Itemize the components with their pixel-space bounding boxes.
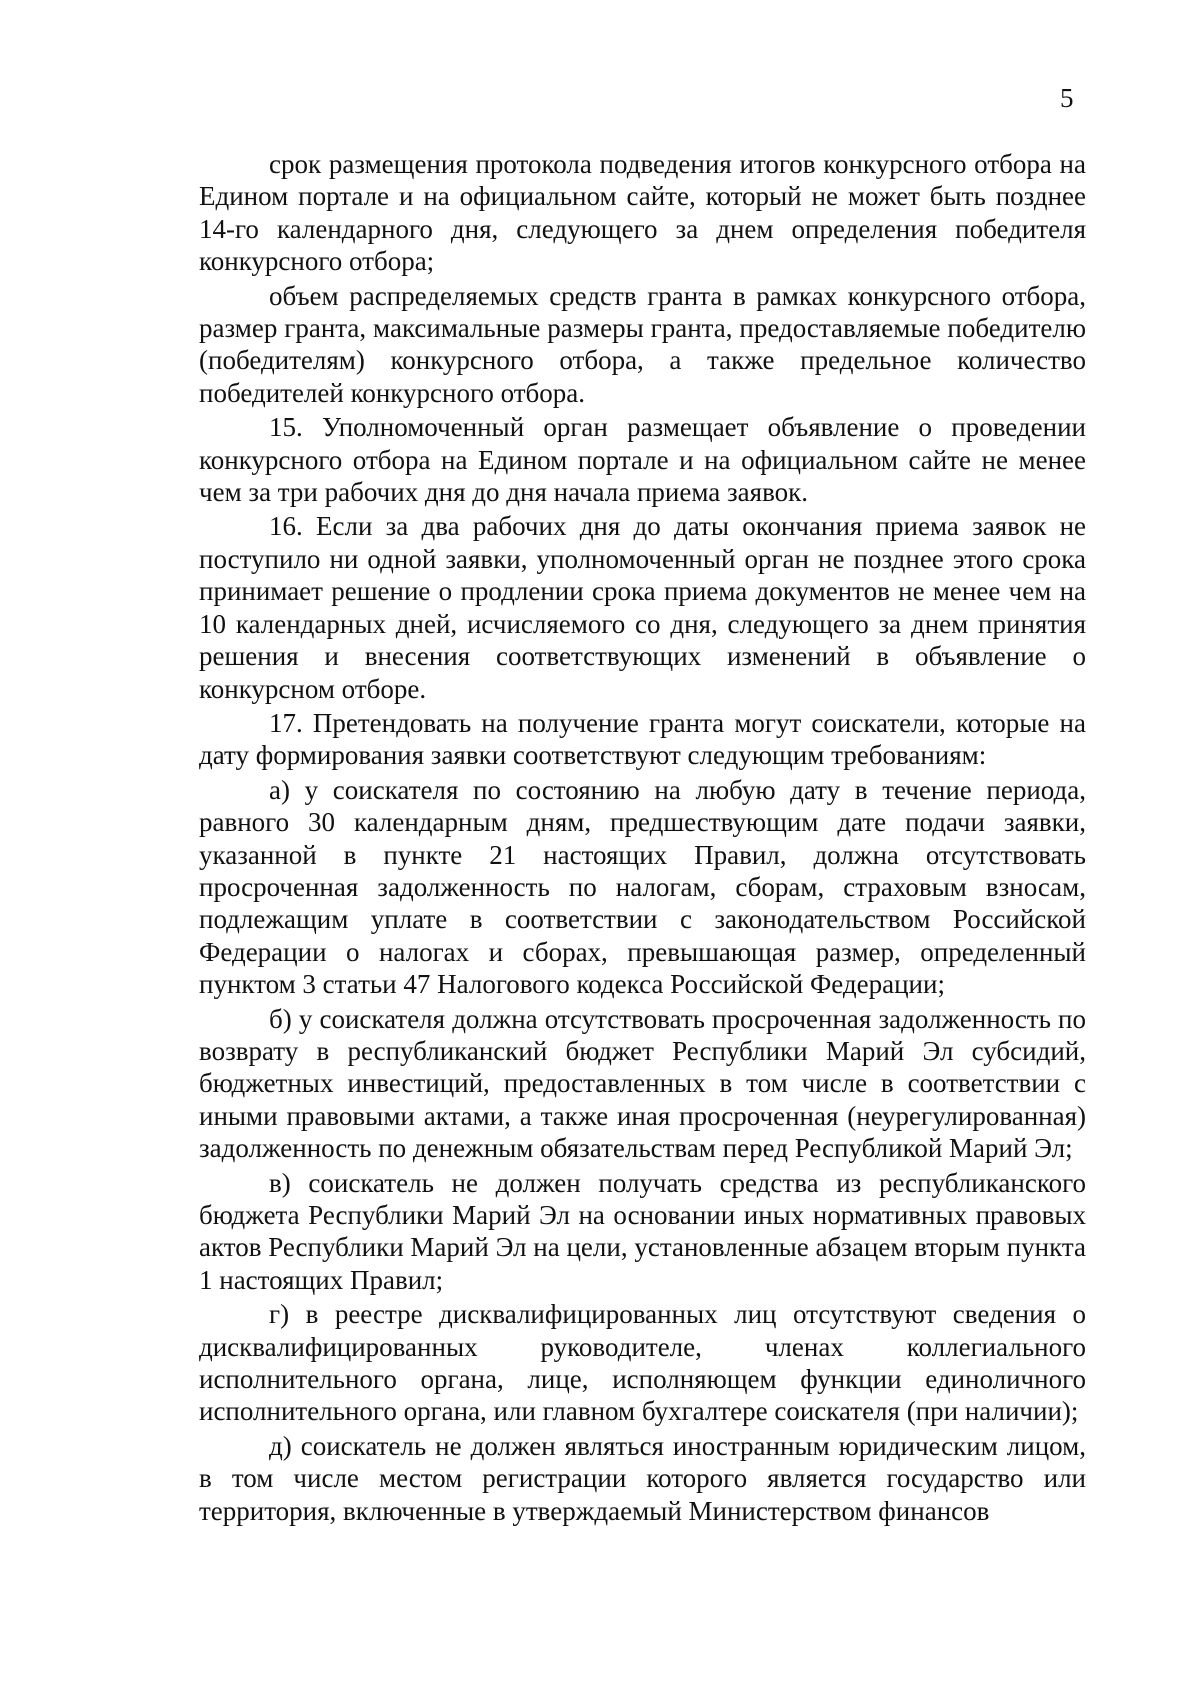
paragraph-item-15: 15. Уполномоченный орган размещает объявление о проведении конкурсного отбора на Едином портале и на официальном сайте не менее чем за три рабочих дня до дня начала приема заявок. [199,412,1086,508]
document-body [199,148,1086,1529]
paragraph-item-17d: д) соискатель не должен являться иностранным юридическим лицом, в том числе местом регистрации которого является государство или территория, включенные в утверждаемый Министерством финансов [199,1430,1086,1526]
paragraph-item-17: 17. Претендовать на получение гранта могут соискатели, которые на дату формирования заявки соответствуют следующим требованиям: [199,707,1086,771]
paragraph-item-16: 16. Если за два рабочих дня до даты окончания приема заявок не поступило ни одной заявки, уполномоченный орган не позднее этого срока принимает решение о продлении срока приема документов не менее чем на 10 календарных дней, исчисляемого со дня, следующего за днем принятия решения и внесения соответствующих изменений в объявление о конкурсном отборе. [199,511,1086,704]
paragraph-item-17b: б) у соискателя должна отсутствовать просроченная задолженность по возврату в республиканский бюджет Республики Марий Эл субсидий, бюджетных инвестиций, предоставленных в том числе в соответствии с иными правовыми актами, а также иная просроченная (неурегулированная) задолженность по денежным обязательствам перед Республикой Марий Эл; [199,1003,1086,1164]
paragraph-item-17g: г) в реестре дисквалифицированных лиц отсутствуют сведения о дисквалифицированных руководителе, членах коллегиального исполнительного органа, лице, исполняющем функции единоличного исполнительного органа, или главном бухгалтере соискателя (при наличии); [199,1299,1086,1427]
page-number: 5 [1060,83,1074,113]
paragraph-item-17v: в) соискатель не должен получать средства из республиканского бюджета Республики Марий Эл на основании иных нормативных правовых актов Республики Марий Эл на цели, установленные абзацем вторым пункта 1 настоящих Правил; [199,1167,1086,1295]
paragraph-deadline-protocol: срок размещения протокола подведения итогов конкурсного отбора на Едином портале и на официальном сайте, который не может быть позднее 14-го календарного дня, следующего за днем определения победителя конкурсного отбора; [199,149,1086,277]
paragraph-item-17a: а) у соискателя по состоянию на любую дату в течение периода, равного 30 календарным дням, предшествующим дате подачи заявки, указанной в пункте 21 настоящих Правил, должна отсутствовать просроченная задолженность по налогам, сборам, страховым взносам, подлежащим уплате в соответствии с законодательством Российской Федерации о налогах и сборах, превышающая размер, определенный пунктом 3 статьи 47 Налогового кодекса Российской Федерации; [199,774,1086,1000]
paragraph-grant-volume: объем распределяемых средств гранта в рамках конкурсного отбора, размер гранта, максимальные размеры гранта, предоставляемые победителю (победителям) конкурсного отбора, а также предельное количество победителей конкурсного отбора. [199,280,1086,408]
